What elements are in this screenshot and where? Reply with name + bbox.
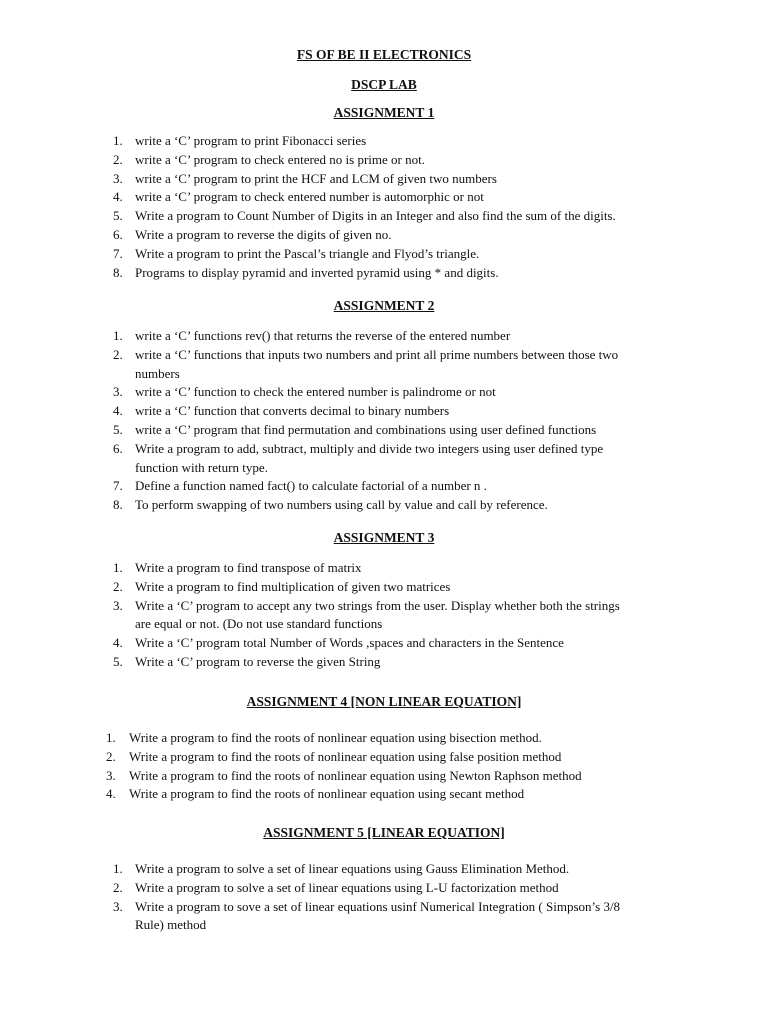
item-number: 1. [113, 861, 123, 876]
item-number: 5. [113, 208, 123, 224]
item-text: To perform swapping of two numbers using call by value and call by reference. [135, 497, 548, 513]
item-number: 8. [113, 264, 123, 280]
assignment-4-title: ASSIGNMENT 4 [NON LINEAR EQUATION] [246, 694, 522, 709]
item-number: 7. [113, 245, 123, 261]
list-item [113, 402, 618, 421]
item-number: 4. [113, 403, 123, 419]
list-item [113, 226, 616, 245]
item-number: 2. [106, 748, 116, 764]
item-text: Write a program to add, subtract, multiply and divide two integers using user defined type [135, 440, 604, 456]
item-text: Write a ‘C’ program to reverse the given String [135, 653, 381, 669]
list-item [113, 245, 616, 264]
list-item [113, 132, 616, 151]
list-item [113, 496, 618, 515]
item-number: 3. [113, 898, 123, 914]
item-number: 5. [113, 421, 123, 437]
item-text: write a ‘C’ function that converts decimal to binary numbers [135, 403, 450, 419]
list-item [113, 207, 616, 226]
item-number: 1. [106, 730, 116, 745]
item-text-continued: are equal or not. (Do not use standard functions [135, 616, 383, 632]
item-text: write a ‘C’ functions that inputs two numbers and print all prime numbers between those two [135, 346, 619, 362]
assignment-5-title: ASSIGNMENT 5 [LINEAR EQUATION] [263, 825, 505, 840]
item-text: write a ‘C’ program that find permutation and combinations using user defined functions [135, 421, 597, 437]
item-text: Write a program to solve a set of linear equations using L-U factorization method [135, 879, 559, 895]
item-text: Write a program to find the roots of nonlinear equation using bisection method. [129, 730, 542, 745]
list-item [113, 860, 620, 879]
item-number: 5. [113, 653, 123, 669]
item-text: Define a function named fact() to calculate factorial of a number n . [135, 478, 487, 494]
list-item [113, 264, 616, 283]
list-item [113, 346, 618, 384]
item-text: write a ‘C’ functions rev() that returns the reverse of the entered number [135, 328, 511, 343]
assignment-4-list [106, 729, 582, 804]
list-item [113, 477, 618, 496]
item-text: Write a program to find transpose of matrix [135, 560, 362, 575]
item-text: write a ‘C’ program to check entered number is automorphic or not [135, 189, 484, 205]
item-number: 3. [113, 170, 123, 186]
list-item [113, 188, 616, 207]
item-number: 2. [113, 346, 123, 362]
list-item [113, 653, 620, 672]
list-item [106, 785, 582, 804]
list-item [113, 440, 618, 478]
item-text-continued: Rule) method [135, 917, 207, 933]
item-text: Write a program to find the roots of nonlinear equation using false position method [129, 748, 562, 764]
item-text-continued: numbers [135, 365, 180, 381]
list-item [113, 421, 618, 440]
assignment-1-list [113, 132, 616, 282]
item-number: 2. [113, 879, 123, 895]
item-number: 1. [113, 328, 123, 343]
item-text: Write a program to print the Pascal’s triangle and Flyod’s triangle. [135, 245, 480, 261]
list-item [113, 578, 620, 597]
list-item [106, 729, 582, 748]
item-number: 3. [113, 384, 123, 400]
list-item [106, 767, 582, 786]
item-number: 4. [113, 635, 123, 651]
list-item [113, 559, 620, 578]
item-number: 2. [113, 578, 123, 594]
item-text: Write a program to find the roots of nonlinear equation using Newton Raphson method [129, 767, 582, 783]
assignment-2-title: ASSIGNMENT 2 [333, 298, 435, 313]
item-number: 1. [113, 560, 123, 575]
item-text: Write a ‘C’ program total Number of Words ,spaces and characters in the Sentence [135, 635, 564, 651]
item-text: Write a program to solve a set of linear equations using Gauss Elimination Method. [135, 861, 570, 876]
item-text-continued: function with return type. [135, 459, 268, 475]
item-text: Write a program to find the roots of nonlinear equation using secant method [129, 786, 525, 802]
list-item [113, 327, 618, 346]
item-number: 6. [113, 440, 123, 456]
item-text: Write a program to sove a set of linear equations usinf Numerical Integration ( Simpson’s 3/8 [135, 898, 621, 914]
list-item [113, 383, 618, 402]
list-item [113, 879, 620, 898]
item-text: Write a program to reverse the digits of given no. [135, 226, 392, 242]
assignment-1-title: ASSIGNMENT 1 [333, 105, 435, 120]
item-number: 3. [113, 597, 123, 613]
list-item [113, 170, 616, 189]
item-number: 1. [113, 133, 123, 148]
list-item [113, 151, 616, 170]
item-text: write a ‘C’ function to check the entered number is palindrome or not [135, 384, 496, 400]
item-number: 6. [113, 226, 123, 242]
item-number: 2. [113, 151, 123, 167]
list-item [113, 634, 620, 653]
item-text: write a ‘C’ program to check entered no is prime or not. [135, 151, 425, 167]
item-text: Write a ‘C’ program to accept any two strings from the user. Display whether both the strings [135, 597, 620, 613]
item-text: Write a program to Count Number of Digits in an Integer and also find the sum of the digits. [135, 208, 616, 224]
assignment-3-list [113, 559, 620, 672]
item-number: 4. [106, 786, 116, 802]
list-item [113, 597, 620, 635]
item-number: 3. [106, 767, 116, 783]
item-number: 8. [113, 497, 123, 513]
item-text: Programs to display pyramid and inverted pyramid using * and digits. [135, 264, 499, 280]
lab-title: DSCP LAB [351, 77, 417, 92]
list-item [106, 748, 582, 767]
course-title: FS OF BE II ELECTRONICS [296, 47, 472, 62]
assignment-2-list [113, 327, 618, 515]
item-text: write a ‘C’ program to print Fibonacci series [135, 133, 367, 148]
item-number: 4. [113, 189, 123, 205]
assignment-3-title: ASSIGNMENT 3 [333, 530, 435, 545]
assignment-5-list [113, 860, 620, 935]
item-text: write a ‘C’ program to print the HCF and LCM of given two numbers [135, 170, 497, 186]
item-number: 7. [113, 478, 123, 494]
item-text: Write a program to find multiplication of given two matrices [135, 578, 451, 594]
list-item [113, 898, 620, 936]
